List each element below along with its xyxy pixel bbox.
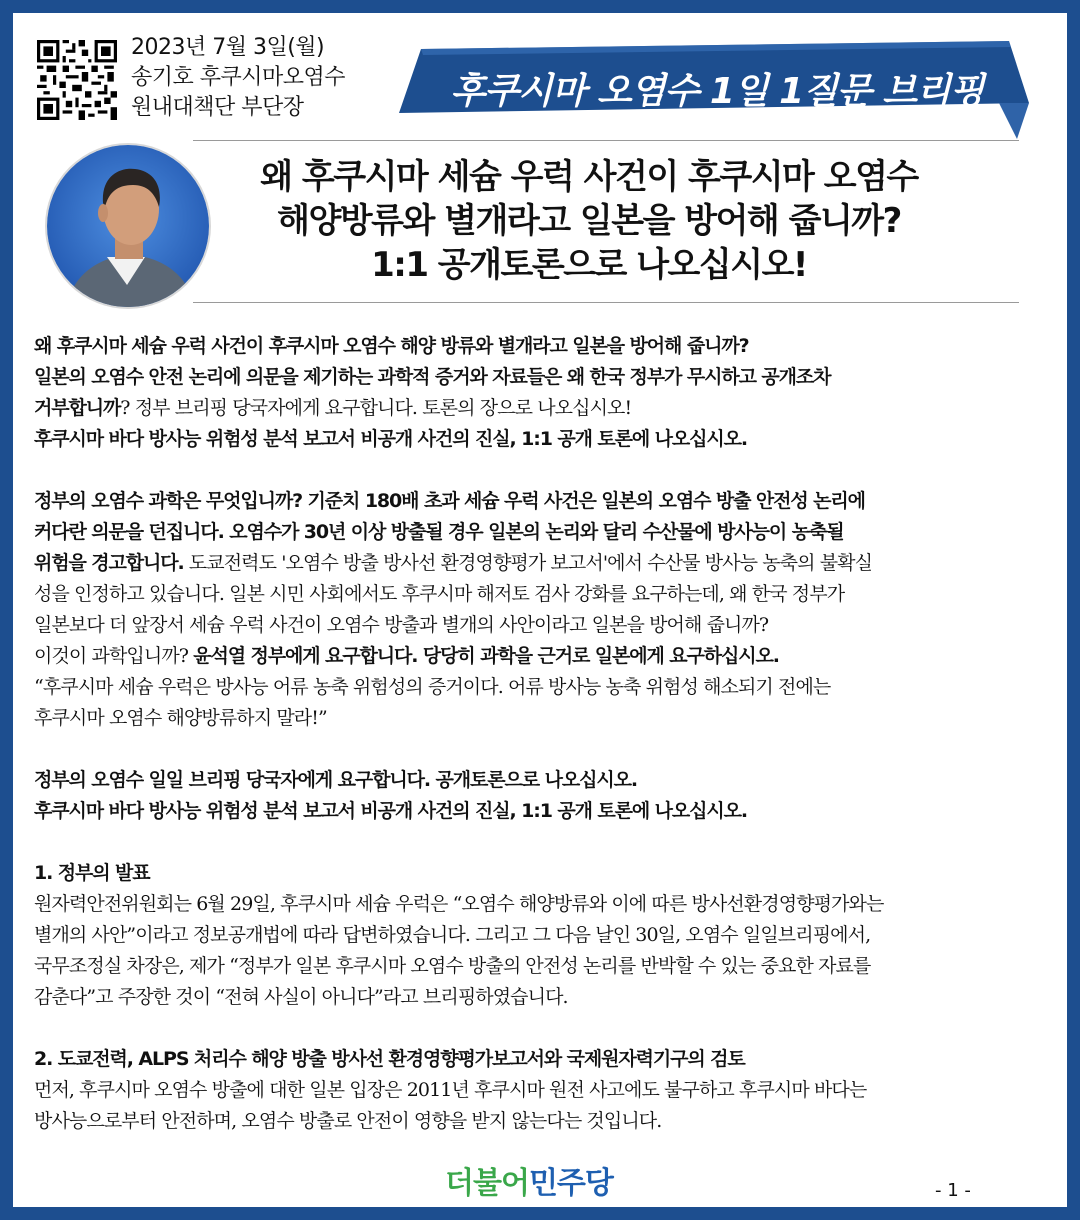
body-line: 후쿠시마 바다 방사능 위험성 분석 보고서 비공개 사건의 진실, 1:1 공개 토론에 나오십시오. (34, 800, 748, 822)
body-line: 먼저, 후쿠시마 오염수 방출에 대한 일본 입장은 2011년 후쿠시마 원전 사고에도 불구하고 후쿠시마 바다는 (34, 1079, 867, 1101)
bold-fragment: 위험을 경고합니다. (34, 552, 184, 574)
headline (209, 155, 969, 287)
briefing-body (34, 331, 1054, 1137)
body-line: 성을 인정하고 있습니다. 일본 시민 사회에서도 후쿠시마 해저토 검사 강화를 요구하는데, 왜 한국 정부가 (34, 583, 845, 605)
body-line: 후쿠시마 오염수 해양방류하지 말라!” (34, 707, 327, 729)
bold-fragment: 거부합니까 (34, 397, 121, 419)
body-line: 감춘다”고 주장한 것이 “전혀 사실이 아니다”라고 브리핑하였습니다. (34, 986, 568, 1008)
logo-text-green: 더불어 (445, 1166, 529, 1201)
body-line: “후쿠시마 세슘 우럭은 방사능 어류 농축 위험성의 증거이다. 어류 방사능 농축 위험성 해소되기 전에는 (34, 676, 831, 698)
body-line: 국무조정실 차장은, 제가 “정부가 일본 후쿠시마 오염수 방출의 안전성 논리를 반박할 수 있는 중요한 자료를 (34, 955, 871, 977)
body-line: 왜 후쿠시마 세슘 우럭 사건이 후쿠시마 오염수 해양 방류와 별개라고 일본을 방어해 줍니까? (34, 335, 749, 357)
body-line: 원자력안전위원회는 6월 29일, 후쿠시마 세슘 우럭은 “오염수 해양방류와 이에 따른 방사선환경영향평가와는 (34, 893, 884, 915)
speaker-portrait (45, 143, 211, 309)
banner-title: 후쿠시마 오염수 1일 1질문 브리핑 (450, 71, 984, 112)
plain-fragment: 이것이 과학입니까? (34, 645, 194, 667)
body-line (34, 548, 1054, 579)
body-line: 정부의 오염수 과학은 무엇입니까? 기준치 180배 초과 세슘 우럭 사건은 일본의 오염수 방출 안전성 논리에 (34, 490, 865, 512)
author-position: 원내대책단 부단장 (131, 95, 304, 120)
logo-text-blue: 민주당 (528, 1166, 613, 1201)
body-line: 별개의 사안”이라고 정보공개법에 따라 답변하였습니다. 그리고 그 다음 날인 30일, 오염수 일일브리핑에서, (34, 924, 871, 946)
section-heading: 1. 정부의 발표 (34, 862, 150, 884)
section-heading: 2. 도쿄전력, ALPS 처리수 해양 방출 방사선 환경영향평가보고서와 국제원자력기구의 검토 (34, 1048, 745, 1070)
author-name: 송기호 후쿠시마오염수 (131, 65, 346, 90)
briefing-page (13, 13, 1067, 1207)
headline-line-3: 1:1 공개토론으로 나오십시오! (371, 245, 807, 285)
body-line: 후쿠시마 바다 방사능 위험성 분석 보고서 비공개 사건의 진실, 1:1 공개 토론에 나오십시오. (34, 428, 748, 450)
party-logo (445, 1158, 635, 1201)
bold-fragment: 윤석열 정부에게 요구합니다. 당당히 과학을 근거로 일본에게 요구하십시오. (193, 645, 779, 667)
body-line: 정부의 오염수 일일 브리핑 당국자에게 요구합니다. 공개토론으로 나오십시오. (34, 769, 637, 791)
title-banner (399, 41, 1039, 141)
body-line: 방사능으로부터 안전하며, 오염수 방출로 안전이 영향을 받지 않는다는 것입니다. (34, 1110, 662, 1132)
headline-line-1: 왜 후쿠시마 세슘 우럭 사건이 후쿠시마 오염수 (260, 157, 918, 197)
briefing-date: 2023년 7월 3일(월) (131, 35, 325, 60)
qr-code-icon[interactable] (37, 40, 117, 120)
page-number: - 1 - (935, 1180, 971, 1201)
body-line: 커다란 의문을 던집니다. 오염수가 30년 이상 방출될 경우 일본의 논리와 달리 수산물에 방사능이 농축될 (34, 521, 844, 543)
body-line: 일본보다 더 앞장서 세슘 우럭 사건이 오염수 방출과 별개의 사안이라고 일본을 방어해 줍니까? (34, 614, 769, 636)
top-divider (193, 140, 1019, 141)
body-line (34, 641, 1054, 672)
plain-fragment: ? 정부 브리핑 당국자에게 요구합니다. 토론의 장으로 나오십시오! (120, 397, 632, 419)
briefing-meta (131, 33, 345, 123)
plain-fragment: 도쿄전력도 '오염수 방출 방사선 환경영향평가 보고서'에서 수산물 방사능 농축의 불확실 (183, 552, 873, 574)
body-line (34, 393, 1054, 424)
headline-divider (193, 302, 1019, 303)
headline-line-2: 해양방류와 별개라고 일본을 방어해 줍니까? (277, 201, 901, 241)
body-line: 일본의 오염수 안전 논리에 의문을 제기하는 과학적 증거와 자료들은 왜 한국 정부가 무시하고 공개조차 (34, 366, 831, 388)
